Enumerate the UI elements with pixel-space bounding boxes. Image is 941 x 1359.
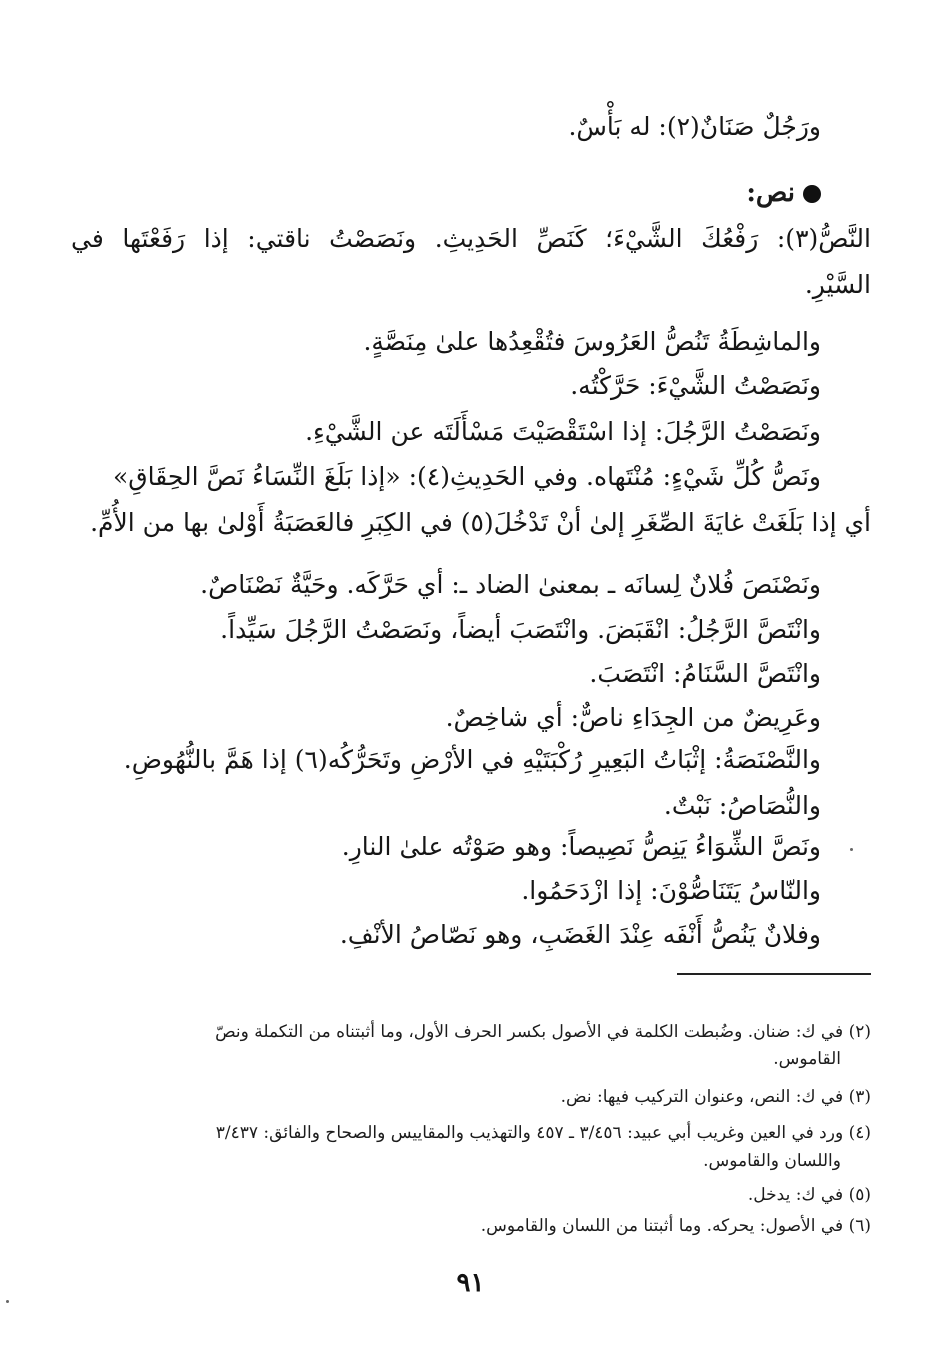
footnote-separator <box>677 973 871 975</box>
text-line-5: ونَصَصْتُ الشَّيْءَ: حَرَّكْتُه. <box>570 371 821 400</box>
text-line-7: ونَصُّ كُلِّ شَيْءٍ: مُنْتَهاه. وفي الحَدِيثِ(٤): «إذا بَلَغَ النِّسَاءُ نَصَّ الحِقَاقِ» <box>112 462 821 491</box>
text-line-14: والنُّصَاصُ: نَبْتٌ. <box>663 791 821 820</box>
text-line-12: وعَرِيضٌ من الجِدَاءِ ناصٌّ: أي شاخِصٌ. <box>445 703 821 732</box>
footnote-4: (٤) ورد في العين وغريب أبي عبيد: ٣/٤٥٦ ـ ٤٥٧ والتهذيب والمقاييس والصحاح والفائق: ٣/٤٣٧ <box>215 1123 871 1143</box>
footnote-5: (٥) في ك: يدخل. <box>747 1185 871 1205</box>
footnote-4-continued: واللسان والقاموس. <box>703 1151 841 1171</box>
text-line-3: السَّيْرِ. <box>804 270 871 299</box>
text-line-4: والماشِطَةُ تَنُصُّ العَرُوسَ فتُقْعِدُها علىٰ مِنَصَّةٍ. <box>363 327 821 356</box>
scan-speck <box>850 848 853 851</box>
bullet-icon <box>803 185 821 203</box>
entry-heading-text: نص: <box>746 178 795 208</box>
page-number: ٩١ <box>456 1268 485 1298</box>
text-line-1: ورَجُلٌ صَنَانٌ(٢): له بَأْسٌ. <box>568 112 821 141</box>
text-line-9: ونَصْنَصَ فُلانٌ لِسانَه ـ بمعنىٰ الضاد ـ: أي حَرَّكَه. وحَيَّةٌ نَصْنَاصٌ. <box>200 570 821 599</box>
scan-speck <box>6 1300 9 1303</box>
text-line-16: والنّاسُ يَتَنَاصُّوْنَ: إذا ازْدَحَمُوا. <box>521 876 821 905</box>
entry-heading <box>746 176 821 210</box>
footnote-3: (٣) في ك: النص، وعنوان التركيب فيها: نض. <box>560 1087 871 1107</box>
text-line-6: ونَصَصْتُ الرَّجُلَ: إذا اسْتَقْصَيْتَ مَسْأَلَتَه عن الشَّيْءِ. <box>305 417 821 446</box>
text-line-2: النَّصُّ(٣): رَفْعُكَ الشَّيْءَ؛ كَنَصِّ الحَدِيثِ. ونَصَصْتُ ناقتي: إذا رَفَعْتَها في <box>71 224 871 253</box>
text-line-13: والنَّصْنَصَةُ: إثْبَاتُ البَعِيرِ رُكْبَتَيْهِ في الأرْضِ وتَحَرُّكُه(٦) إذا هَمَّ بالنُّهُوضِ. <box>123 745 821 774</box>
text-line-11: وانْتَصَّ السَّنَامُ: انْتَصَبَ. <box>589 659 821 688</box>
footnote-2-continued: القاموس. <box>773 1049 841 1069</box>
text-line-17: وفلانٌ يَنُصُّ أَنْفَه عِنْدَ الغَضَبِ، وهو نَصّاصُ الأنْفِ. <box>339 920 821 949</box>
footnote-2: (٢) في ك: ضنان. وضُبطت الكلمة في الأصول بكسر الحرف الأول، وما أثبتناه من التكملة ونصّ <box>215 1022 871 1042</box>
text-line-15: ونَصَّ الشِّوَاءُ يَنِصُّ نَصِيصاً: وهو صَوْتُه علىٰ النارِ. <box>341 832 821 861</box>
text-line-8: أي إذا بَلَغَتْ غايَةَ الصِّغَرِ إلىٰ أنْ تَدْخُلَ(٥) في الكِبَرِ فالعَصَبَةُ أَوْلىٰ بها من الأُمِّ. <box>90 508 871 537</box>
text-line-10: وانْتَصَّ الرَّجُلُ: انْقَبَضَ. وانْتَصَبَ أيضاً، ونَصَصْتُ الرَّجُلَ سَيِّداً. <box>220 615 821 644</box>
footnote-6: (٦) في الأصول: يحركه. وما أثبتنا من اللسان والقاموس. <box>480 1216 871 1236</box>
